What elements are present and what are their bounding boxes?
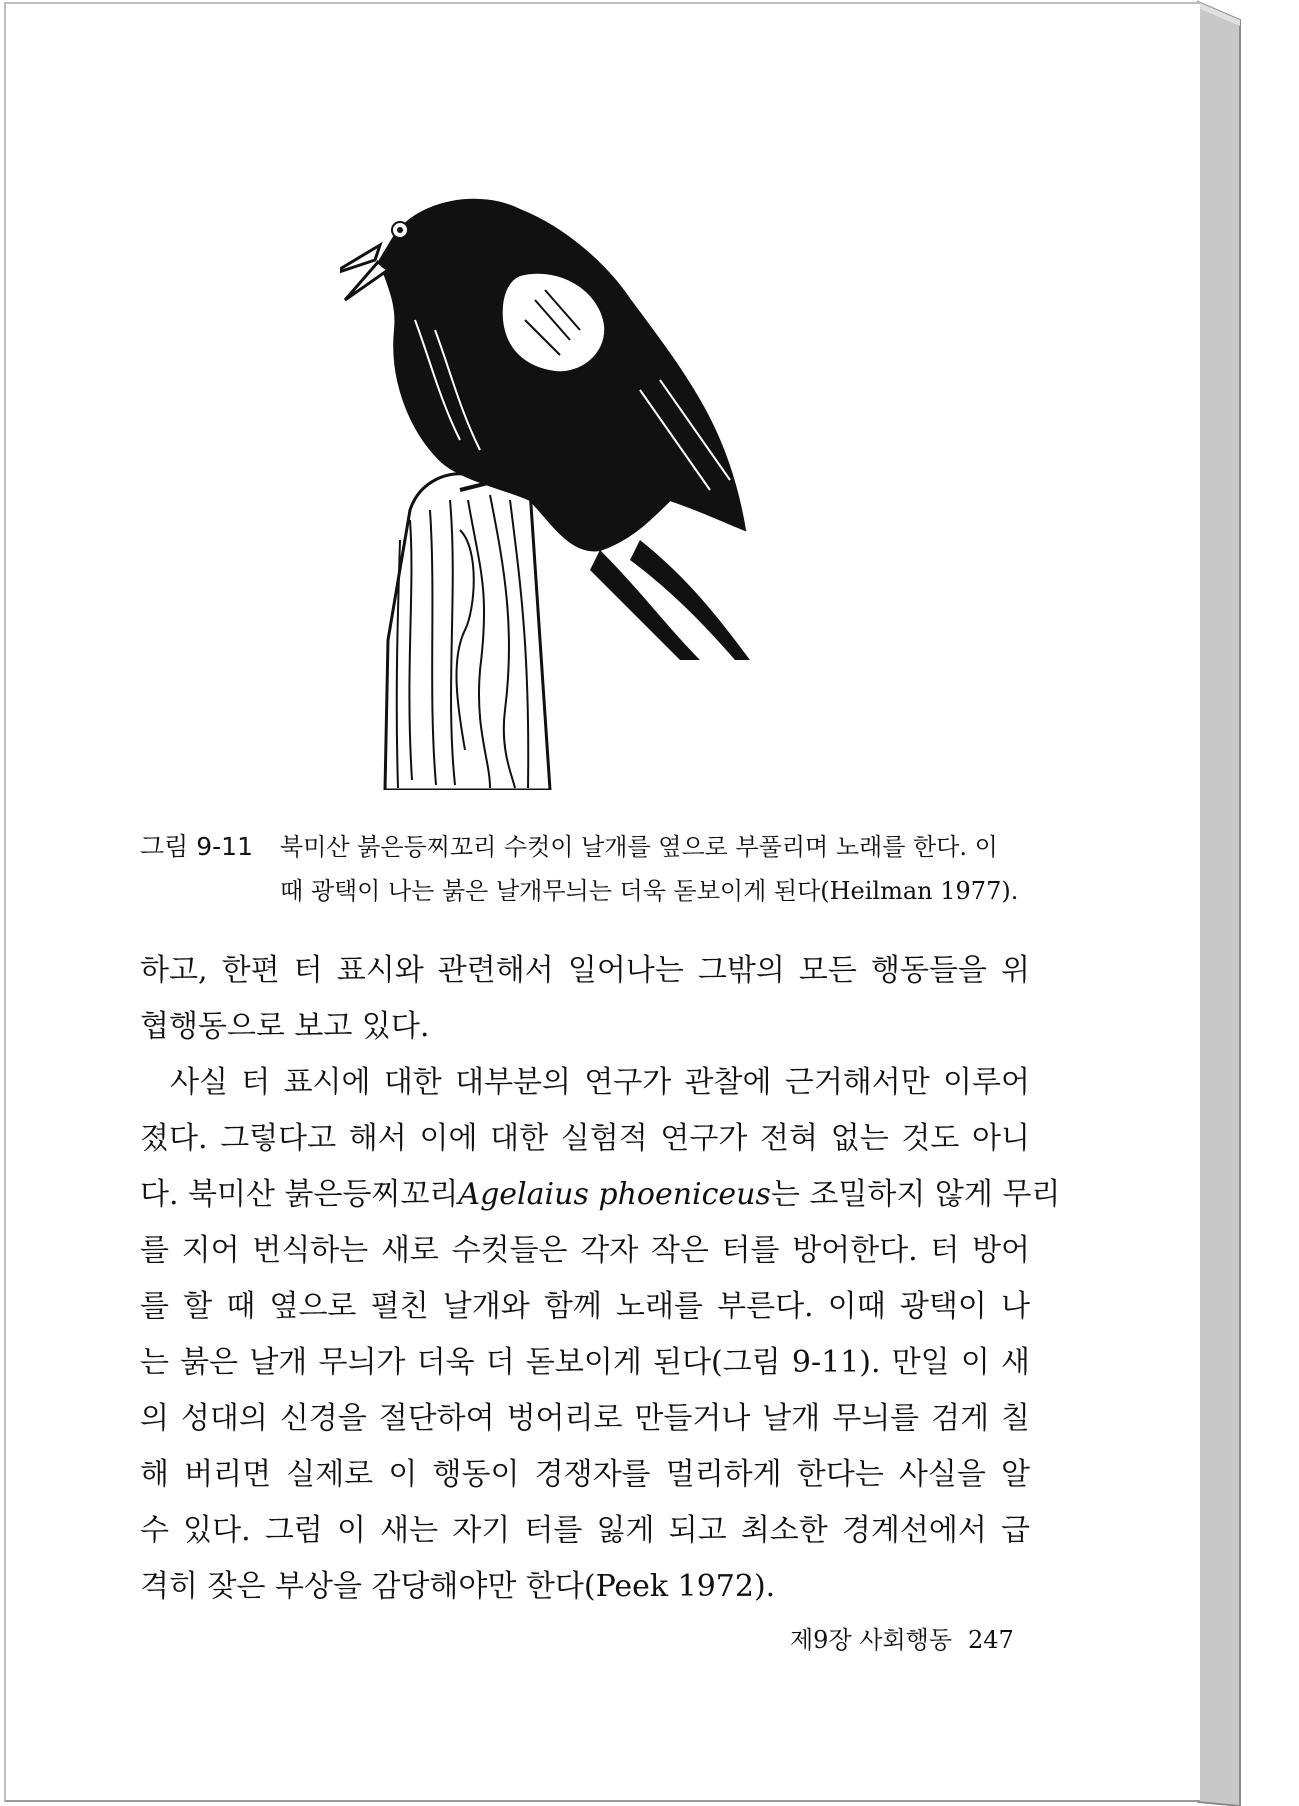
- body-line-5: [140, 1169, 1061, 1212]
- body-line-5-start: 다. 북미산 붉은등찌꼬리: [140, 1177, 459, 1212]
- body-line-3: 사실 터 표시에 대한 대부분의 연구가 관찰에 근거해서만 이루어: [170, 1065, 1030, 1100]
- body-line-9: 의 성대의 신경을 절단하여 벙어리로 만들거나 날개 무늬를 검게 칠: [140, 1401, 1030, 1436]
- body-line-10: 해 버리면 실제로 이 행동이 경쟁자를 멀리하게 한다는 사실을 알: [140, 1457, 1030, 1492]
- page-number: 247: [968, 1626, 1014, 1654]
- body-line-1: 하고, 한편 터 표시와 관련해서 일어나는 그밖의 모든 행동들을 위: [140, 953, 1030, 988]
- body-line-6: 를 지어 번식하는 새로 수컷들은 각자 작은 터를 방어한다. 터 방어: [140, 1233, 1030, 1268]
- figure-number: 그림 9-11: [140, 832, 253, 861]
- bird-illustration: [340, 190, 840, 790]
- page-footer: [790, 1620, 1014, 1655]
- body-line-12: 격히 잦은 부상을 감당해야만 한다(Peek 1972).: [140, 1569, 776, 1604]
- body-line-2: 협행동으로 보고 있다.: [140, 1009, 430, 1044]
- body-line-5-end: 는 조밀하지 않게 무리: [770, 1177, 1061, 1212]
- caption-line-2: 때 광택이 나는 붉은 날개무늬는 더욱 돋보이게 된다(Heilman 1977).: [280, 877, 1019, 905]
- chapter-title: 제9장 사회행동: [790, 1626, 953, 1654]
- body-line-4: 졌다. 그렇다고 해서 이에 대한 실험적 연구가 전혀 없는 것도 아니: [140, 1121, 1030, 1156]
- species-name: Agelaius phoeniceus: [458, 1177, 771, 1212]
- body-line-7: 를 할 때 옆으로 펼친 날개와 함께 노래를 부른다. 이때 광택이 나: [140, 1289, 1030, 1324]
- body-line-8: 는 붉은 날개 무늬가 더욱 더 돋보이게 된다(그림 9-11). 만일 이 새: [140, 1345, 1030, 1380]
- caption-line-1: 북미산 붉은등찌꼬리 수컷이 날개를 옆으로 부풀리며 노래를 한다. 이: [280, 833, 998, 861]
- body-line-11: 수 있다. 그럼 이 새는 자기 터를 잃게 되고 최소한 경계선에서 급: [140, 1513, 1030, 1548]
